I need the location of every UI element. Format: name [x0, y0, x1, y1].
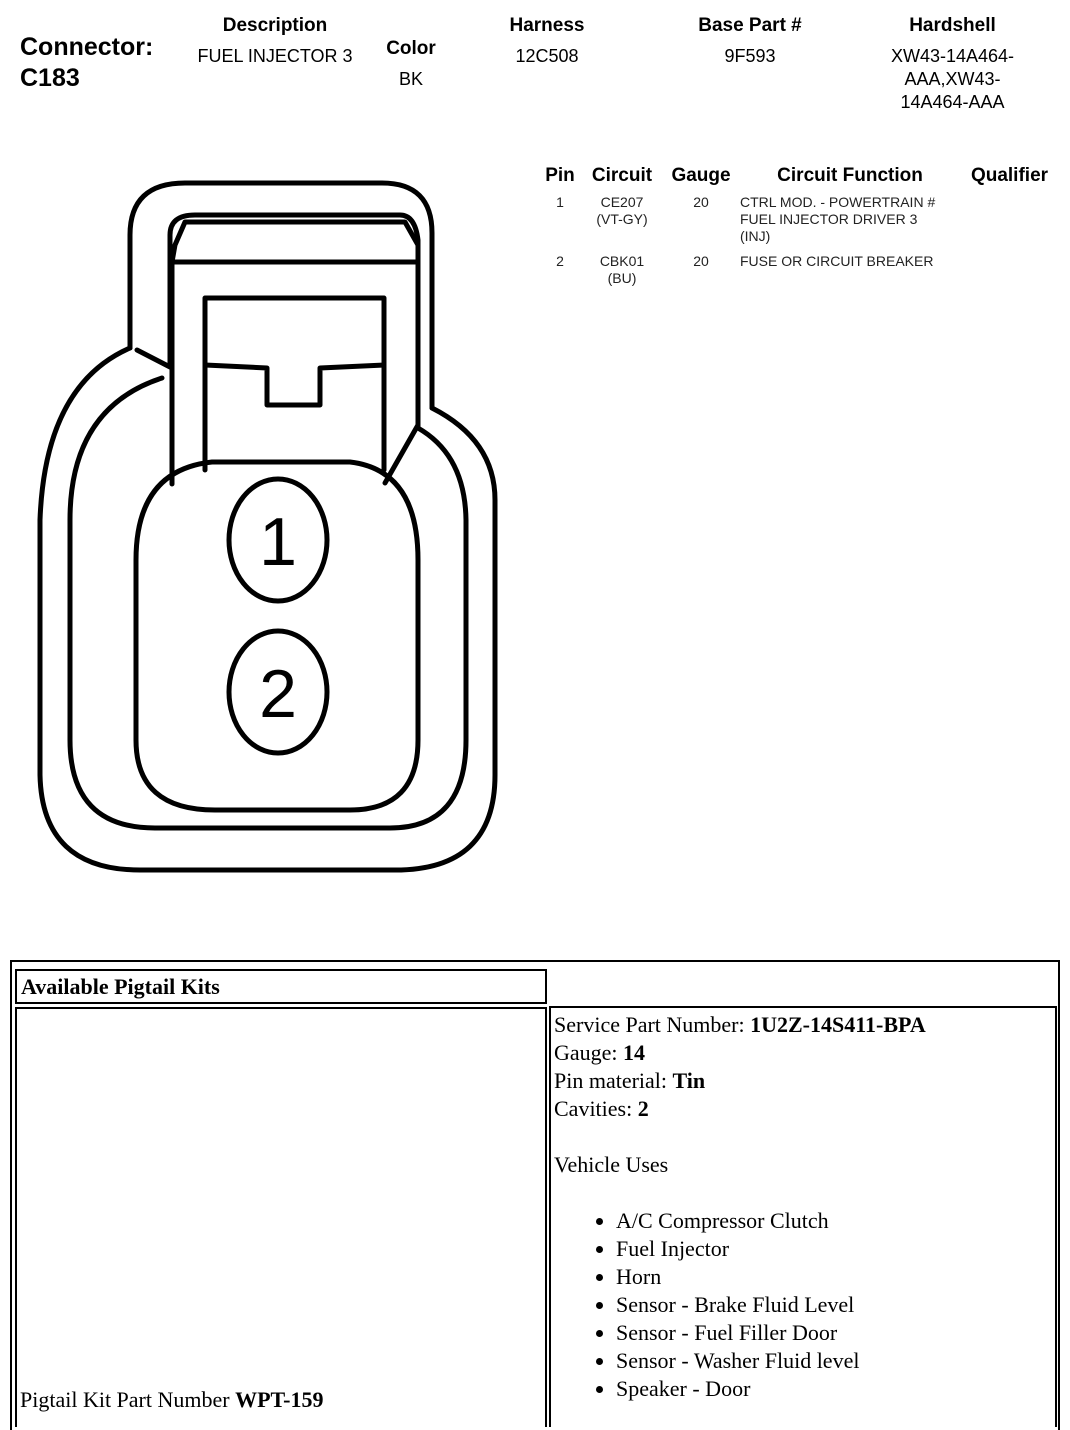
connector-face-diagram [0, 170, 530, 890]
base-part-label: Base Part # [698, 15, 802, 36]
row-2-pin: 2 [556, 253, 564, 269]
shell-outline-bottom [40, 348, 495, 870]
col-qualifier-header: Qualifier [970, 165, 1049, 186]
col-function-header: Circuit Function [777, 165, 923, 186]
pigtail-details [554, 1011, 1054, 1403]
hardshell-value: XW43-14A464- AAA,XW43- 14A464-AAA [890, 46, 1015, 112]
service-part-number: 1U2Z-14S411-BPA [750, 1012, 926, 1037]
cavities-value: 2 [637, 1096, 649, 1121]
harness-label: Harness [509, 15, 585, 36]
latch-tab [205, 365, 384, 405]
connector-id: C183 [20, 64, 80, 92]
cavities-line: Cavities: 2 [554, 1096, 649, 1121]
row-2-function: FUSE OR CIRCUIT BREAKER [740, 253, 934, 269]
list-item: • A/C Compressor Clutch [616, 1207, 1054, 1235]
col-circuit-header: Circuit [591, 165, 653, 186]
harness-value: 12C508 [515, 46, 579, 66]
color-value: BK [398, 69, 423, 89]
pin-material-value: Tin [672, 1068, 706, 1093]
pin-material-line: Pin material: Tin [554, 1068, 706, 1093]
color-label: Color [386, 38, 436, 59]
pigtail-kit-cell [15, 1007, 547, 1427]
row-1-pin: 1 [556, 194, 564, 210]
latch-frame [205, 298, 384, 470]
description-value: FUEL INJECTOR 3 [197, 46, 353, 66]
pigtail-heading: Available Pigtail Kits [21, 974, 220, 999]
description-label: Description [222, 15, 328, 36]
pigtail-kit-part: Pigtail Kit Part Number WPT-159 [20, 1387, 324, 1412]
gauge-value: 14 [623, 1040, 646, 1065]
pigtail-details-cell [549, 1006, 1057, 1427]
hardshell-label: Hardshell [909, 15, 996, 36]
latch-housing [172, 222, 418, 262]
list-item: • Sensor - Fuel Filler Door [616, 1319, 1054, 1347]
gauge-line: Gauge: 14 [554, 1040, 646, 1065]
col-gauge-header: Gauge [671, 165, 731, 186]
pigtail-heading-cell [15, 969, 547, 1004]
pin-1-number: 1 [259, 504, 297, 580]
list-item: • Sensor - Washer Fluid level [616, 1347, 1054, 1375]
vehicle-uses-label: Vehicle Uses [554, 1152, 669, 1177]
pin-2-number: 2 [259, 656, 297, 732]
row-1-gauge: 20 [693, 194, 709, 210]
connector-title [20, 32, 153, 94]
list-item: • Horn [616, 1263, 1054, 1291]
pigtail-kit-part-number: WPT-159 [235, 1387, 324, 1412]
base-part-value: 9F593 [724, 46, 776, 66]
row-2-gauge: 20 [693, 253, 709, 269]
connector-label: Connector: [20, 33, 154, 61]
row-2-circuit: CBK01 (BU) [599, 253, 645, 286]
row-1-function: CTRL MOD. - POWERTRAIN # FUEL INJECTOR DRIVER 3 (INJ) [740, 194, 936, 244]
latch-sides [172, 262, 418, 484]
vehicle-uses-list [554, 1207, 1054, 1403]
row-1-circuit: CE207 (VT-GY) [596, 194, 648, 227]
list-item: • Speaker - Door [616, 1375, 1054, 1403]
list-item: • Fuel Injector [616, 1235, 1054, 1263]
list-item: • Sensor - Brake Fluid Level [616, 1291, 1054, 1319]
col-pin-header: Pin [545, 165, 575, 186]
service-part-line: Service Part Number: 1U2Z-14S411-BPA [554, 1012, 926, 1037]
